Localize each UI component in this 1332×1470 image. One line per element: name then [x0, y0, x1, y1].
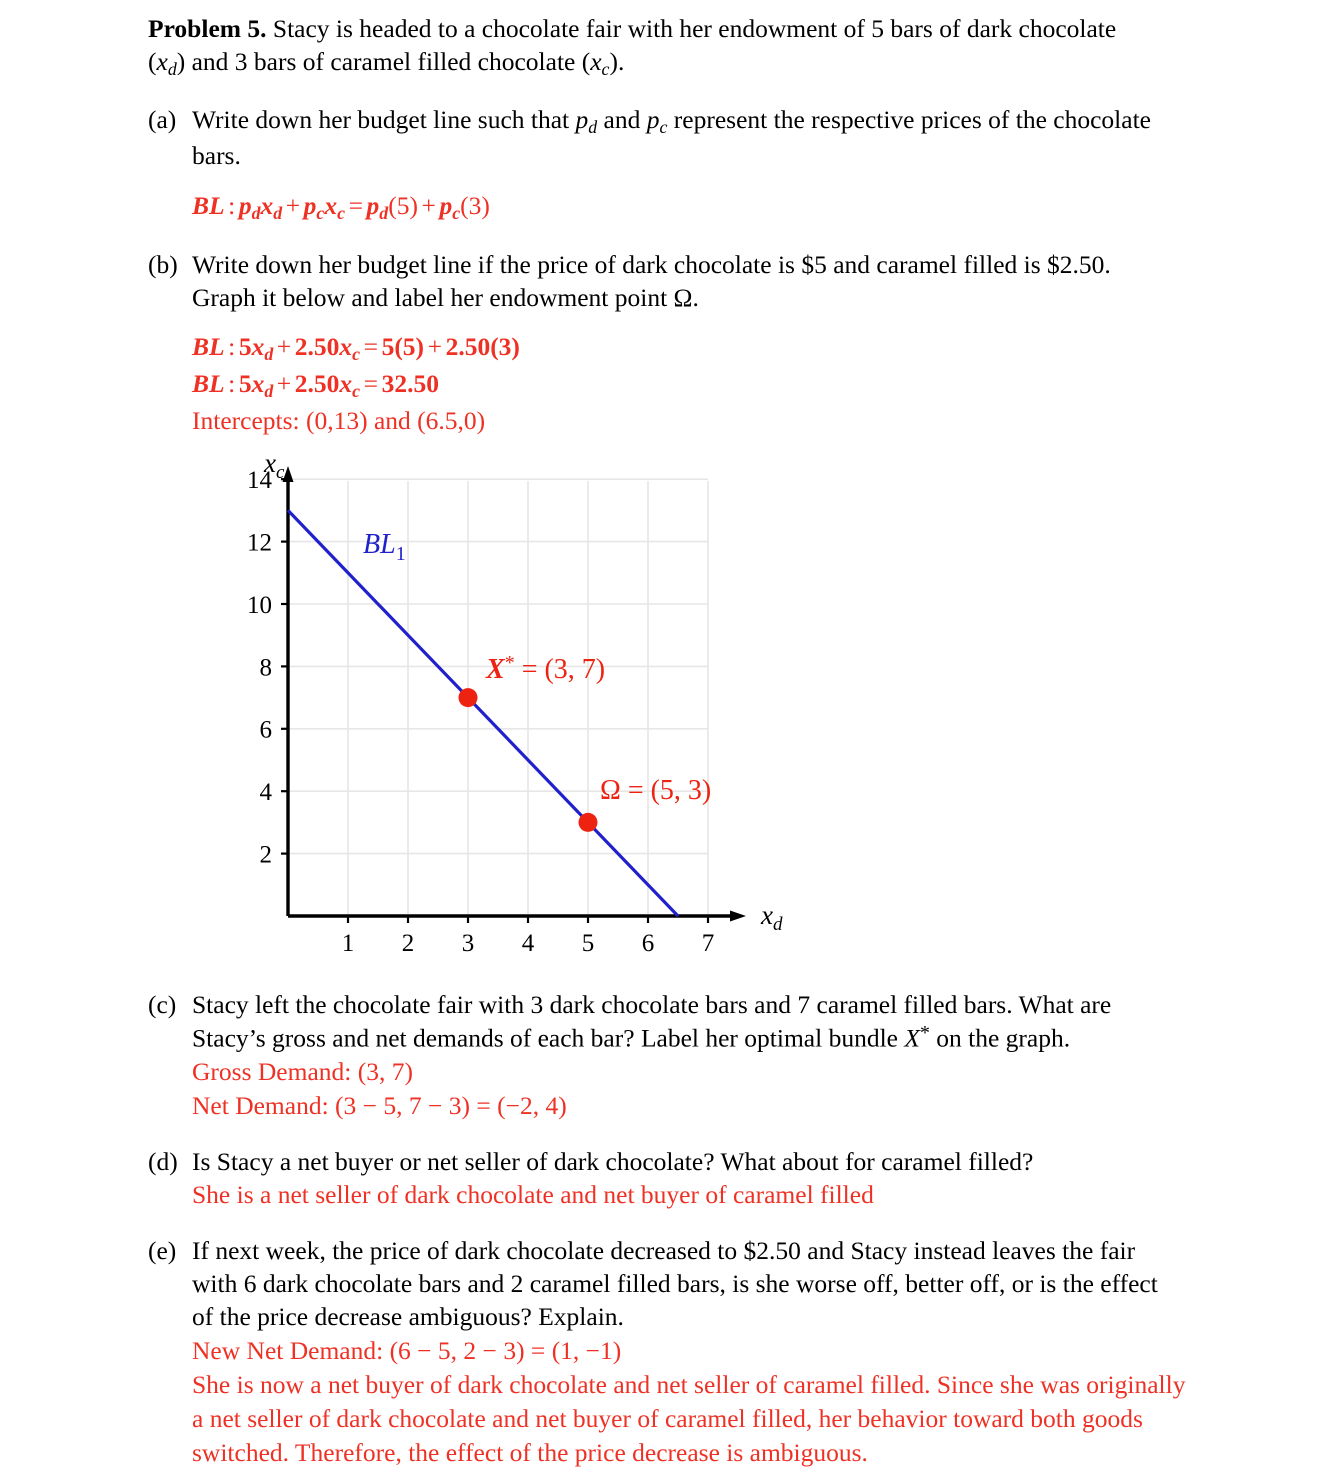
x-tick-label: 2 [401, 929, 415, 956]
x-axis-label: $x_d$ [761, 899, 783, 935]
part-a-label: (a) [148, 105, 177, 135]
problem-statement-line1: Stacy is headed to a chocolate fair with her endowment of 5 bars of dark chocolate [272, 14, 1117, 43]
graph-svg [228, 456, 848, 956]
document-content [148, 12, 1186, 1470]
x-tick-label: 4 [521, 929, 535, 956]
x-tick-label: 6 [641, 929, 655, 956]
y-tick-label: 8 [259, 654, 272, 682]
part-e [148, 1234, 1186, 1470]
y-tick-label: 6 [259, 716, 272, 744]
part-c [148, 988, 1186, 1123]
part-c-question: Stacy left the chocolate fair with 3 dark chocolate bars and 7 caramel filled bars. What are Stacy’s gross and net demands of each bar? Label her optimal bundle X* on the graph. [192, 989, 1112, 1053]
part-a-question: Write down her budget line such that $p_d$ and $p_c$ represent the respective prices of the chocolate bars. [192, 105, 1151, 171]
part-e-answer-line1: New Net Demand: (6 − 5, 2 − 3) = (1, −1) [192, 1335, 622, 1365]
part-b-question: Write down her budget line if the price of dark chocolate is $5 and caramel filled is $2.50. Graph it below and label her endowment point Ω. [192, 249, 1111, 312]
point-x-star [459, 688, 478, 707]
x-tick-label: 7 [701, 929, 715, 956]
axis-labels [263, 456, 783, 935]
budget-line-graph [228, 456, 848, 956]
part-e-answer-line4: switched. Therefore, the effect of the price decrease is ambiguous. [192, 1438, 868, 1468]
part-a-answer: BL : $p_dx_d + p_cx_c = p_d(5) + p_c(3)$ [192, 190, 490, 223]
part-d [148, 1145, 1186, 1212]
budget-line-label: $BL_1$ [363, 528, 406, 565]
part-e-answer-line2: She is now a net buyer of dark chocolate and net seller of caramel filled. Since she was originally [192, 1369, 1186, 1399]
part-b [148, 248, 1186, 956]
y-tick-labels [247, 467, 273, 868]
y-tick-label: 12 [247, 529, 272, 557]
point-x-star-label: X* = (3, 7) [486, 651, 606, 685]
part-c-label: (c) [148, 989, 177, 1019]
part-d-answer: She is a net seller of dark chocolate and net buyer of caramel filled [192, 1180, 874, 1210]
y-tick-label: 10 [247, 591, 272, 619]
x-tick-labels [342, 930, 715, 956]
y-tick-label: 2 [259, 841, 272, 869]
part-b-label: (b) [148, 249, 178, 279]
x-tick-label: 1 [341, 929, 355, 956]
part-c-answer-net: Net Demand: (3 − 5, 7 − 3) = (−2, 4) [192, 1090, 567, 1120]
part-b-answer-line1: BL : $5x_d + 2.50x_c = 5(5) + 2.50(3)$ [192, 331, 520, 364]
y-tick-label: 14 [247, 466, 272, 494]
gridlines [288, 479, 708, 916]
part-d-label: (d) [148, 1146, 178, 1176]
point-omega-label: Ω = (5, 3) [600, 774, 712, 806]
part-c-answer-gross: Gross Demand: (3, 7) [192, 1056, 413, 1086]
part-e-answer-line3: a net seller of dark chocolate and net buyer of caramel filled, her behavior toward both goods [192, 1403, 1143, 1433]
part-b-answer-line2: BL : $5x_d + 2.50x_c = 32.50$ [192, 368, 439, 401]
problem-statement-line2: $(x_d)$ and 3 bars of caramel filled chocolate $(x_c)$. [148, 47, 625, 80]
budget-line-series [288, 510, 678, 916]
y-axis-label: $x_c$ [264, 455, 285, 483]
part-e-label: (e) [148, 1236, 177, 1266]
part-a [148, 103, 1186, 225]
y-tick-label: 4 [259, 778, 272, 806]
problem-statement [148, 12, 1186, 81]
x-tick-label: 3 [461, 929, 475, 956]
x-tick-label: 5 [581, 929, 595, 956]
data-points [459, 652, 712, 832]
problem-title: Problem 5. [148, 14, 267, 43]
part-d-question: Is Stacy a net buyer or net seller of dark chocolate? What about for caramel filled? [192, 1146, 1034, 1176]
part-e-question: If next week, the price of dark chocolate decreased to $2.50 and Stacy instead leaves the fair with 6 dark chocolate bars and 2 caramel filled bars, is she worse off, better off, or is the effect of the price decrease ambiguous? Explain. [192, 1236, 1158, 1332]
part-b-answer-line3: Intercepts: (0,13) and (6.5,0) [192, 405, 486, 435]
point-omega [579, 813, 598, 832]
